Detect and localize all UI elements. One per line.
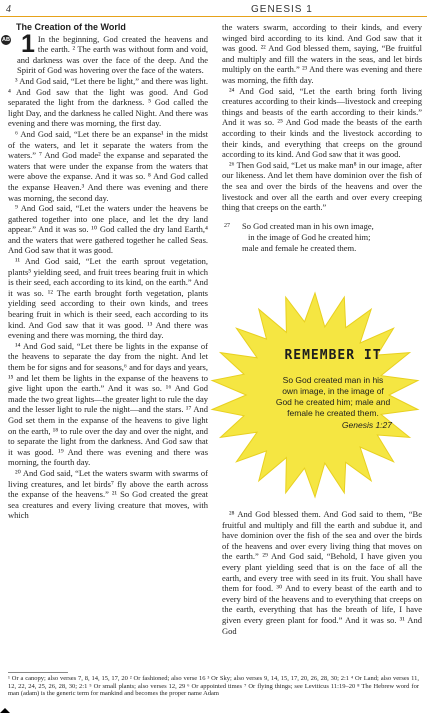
verse-paragraph: ²⁰ And God said, “Let the waters swarm with swarms of living creatures, and let birds⁷ fly above the earth across the expanse of the heavens.” ²¹ So God created the great sea creatures and every living creature that moves, with which: [8, 467, 208, 521]
footnote-rule: [8, 672, 68, 673]
poem-line: male and female he created them.: [242, 242, 357, 253]
verse-paragraph: the waters swarm, according to their kinds, and every winged bird according to its kind. And God saw that it was good. ²² And God blessed them, saying, “Be fruitful and multiply and fill the waters in the seas, and let birds multiply on the earth.” ²³ And there was evening and there was morning, the fifth day.: [222, 22, 422, 85]
page-number: 4: [6, 4, 11, 15]
first-paragraph-block: [2, 29, 208, 76]
header-rule: [0, 16, 427, 17]
footnotes: ¹ Or a canopy; also verses 7, 8, 14, 15, 17, 20 ² Or fashioned; also verse 16 ³ Or Sky; also verses 9, 14, 15, 17, 20, 26, 28, 30; 2:1 ⁴ Or Land; also verses 11, 12, 22, 24, 25, 26, 28, 30; 2:1 ⁵ Or small plants; also verses 12, 29 ⁶ Or appointed times ⁷ Or flying things; see Leviticus 11:19–20 ⁸ The Hebrew word for man (adam) is the generic term for mankind and becomes the proper name Adam: [8, 675, 419, 698]
verse-paragraph: ²⁴ And God said, “Let the earth bring forth living creatures according to their kinds—livestock and creeping things and beasts of the earth according to their kinds.” And it was so. ²⁵ And God made the beasts of the earth according to their kinds and the livestock according to their kinds, and everything that creeps on the ground according to its kind. And God saw that it was good.: [222, 85, 422, 160]
remember-it-text: So God created man in his own image, in the image of God he created him; male and female he created them.: [275, 375, 391, 418]
remember-it-reference: Genesis 1:27: [341, 420, 392, 430]
section-heading: The Creation of the World: [16, 22, 126, 32]
left-column: [2, 22, 208, 521]
remember-it-title: REMEMBER IT: [284, 348, 382, 363]
verse-paragraph: ¹¹ And God said, “Let the earth sprout vegetation, plants⁵ yielding seed, and fruit trees bearing fruit in which is their seed, each according to its kind, on the earth.” And it was so. ¹² The earth brought forth vegetation, plants yielding seed according to their own kinds, and trees bearing fruit in which is their seed, each according to its kind. And God saw that it was good. ¹³ And there was evening and there was morning, the third day.: [8, 256, 208, 341]
right-column: [222, 22, 422, 254]
chapter-number: 1: [21, 29, 35, 58]
corner-marker-icon: [0, 705, 10, 713]
verse-paragraph: ¹⁴ And God said, “Let there be lights in the expanse of the heavens to separate the day from the night. And let them be for signs and for seasons,⁶ and for days and years, ¹⁵ and let them be lights in the expanse of the heavens to give light upon the earth.” And it was so. ¹⁶ And God made the two great lights—the greater light to rule the day and the lesser light to rule the night—and the stars. ¹⁷ And God set them in the expanse of the heavens to give light on the earth, ¹⁸ to rule over the day and over the night, and to separate the light from the darkness. And God saw that it was good. ¹⁹ And there was evening and there was morning, the fourth day.: [8, 340, 208, 468]
verse-paragraph: ²⁸ And God blessed them. And God said to them, “Be fruitful and multiply and fill the earth and subdue it, and have dominion over the fish of the sea and over the birds of the heavens and over every living thing that moves on the earth.” ²⁹ And God said, “Behold, I have given you every plant yielding seed that is on the face of all the earth, and every tree with seed in its fruit. You shall have them for food. ³⁰ And to every beast of the earth and to every bird of the heavens and to everything that creeps on the earth, everything that has the breath of life, I have given every green plant for food.” And it was so. ³¹ And God: [222, 509, 422, 636]
poetry-verse: [222, 221, 422, 254]
verse-paragraph: ⁶ And God said, “Let there be an expanse¹ in the midst of the waters, and let it separate the waters from the waters.” ⁷ And God made² the expanse and separated the waters that were under the expanse from the waters that were above the expanse. And it was so. ⁸ And God called the expanse Heaven.³ And there was evening and there was morning, the second day.: [8, 128, 208, 203]
ab-badge-icon: AB: [2, 36, 10, 43]
verse-paragraph: ³ And God said, “Let there be light,” and there was light. ⁴ And God saw that the light was good. And God separated the light from the darkness. ⁵ God called the light Day, and the darkness he called Night. And there was evening and there was morning, the first day.: [8, 75, 208, 129]
verse-paragraph: ⁹ And God said, “Let the waters under the heavens be gathered together into one place, and let the dry land appear.” And it was so. ¹⁰ God called the dry land Earth,⁴ and the waters that were gathered together he called Seas. And God saw that it was good.: [8, 203, 208, 256]
book-chapter-title: GENESIS 1: [251, 4, 313, 15]
poem-line: So God created man in his own image,: [242, 220, 374, 231]
poem-line: in the image of God he created him;: [248, 231, 371, 242]
verse-number: 27: [224, 222, 230, 229]
verse-paragraph: ²⁶ Then God said, “Let us make man⁸ in our image, after our likeness. And let them have dominion over the fish of the sea and over the birds of the heavens and over the livestock and over all the earth and over every creeping thing that creeps on the earth.”: [222, 159, 422, 213]
right-column-continued: [222, 509, 422, 636]
remember-it-callout: [208, 290, 422, 500]
verse-paragraph: In the beginning, God created the heavens and the earth. ² The earth was without form and void, and darkness was over the face of the deep. And the Spirit of God was hovering over the face of the waters.: [17, 33, 208, 76]
